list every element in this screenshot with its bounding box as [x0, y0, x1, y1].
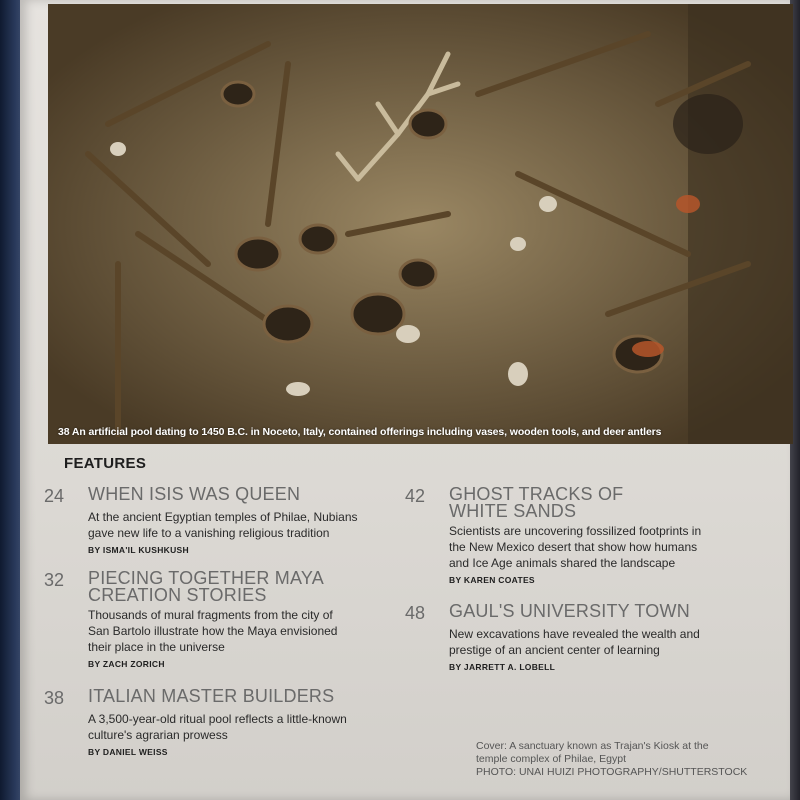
article-page-number: 38 [44, 688, 65, 708]
article-author: BY ZACH ZORICH [88, 659, 165, 669]
excavation-photo [48, 4, 793, 444]
article-title: GHOST TRACKS OF WHITE SANDS [449, 484, 624, 521]
photo-caption: 38 An artificial pool dating to 1450 B.C. in Noceto, Italy, contained offerings including vases, wooden tools, and deer antlers [58, 426, 662, 438]
desk-background-left [0, 0, 22, 800]
excavation-illustration [48, 4, 793, 444]
article-piecing-together-maya[interactable] [44, 570, 394, 669]
article-author: BY KAREN COATES [449, 575, 535, 585]
article-page-number: 42 [405, 486, 426, 506]
magazine-page [20, 0, 790, 800]
article-ghost-tracks-of-white-sands[interactable] [405, 486, 755, 585]
article-description: Thousands of mural fragments from the city of San Bartolo illustrate how the Maya envisioned their place in the universe [88, 608, 338, 654]
article-description: A 3,500-year-old ritual pool reflects a little-known culture's agrarian prowess [88, 712, 347, 742]
cover-credit-block [476, 740, 776, 779]
article-page-number: 24 [44, 486, 65, 506]
photo-credit: PHOTO: UNAI HUIZI PHOTOGRAPHY/SHUTTERSTOCK [476, 766, 748, 778]
cover-text-line: Cover: A sanctuary known as Trajan's Kiosk at the [476, 740, 709, 752]
article-description: At the ancient Egyptian temples of Philae, Nubians gave new life to a vanishing religious tradition [88, 510, 358, 540]
article-italian-master-builders[interactable] [44, 688, 394, 757]
article-author: BY ISMA'IL KUSHKUSH [88, 545, 189, 555]
article-author: BY JARRETT A. LOBELL [449, 662, 556, 672]
article-page-number: 32 [44, 570, 65, 590]
article-title: WHEN ISIS WAS QUEEN [88, 484, 301, 504]
article-title: ITALIAN MASTER BUILDERS [88, 686, 335, 706]
article-title: PIECING TOGETHER MAYA CREATION STORIES [88, 568, 324, 605]
article-author: BY DANIEL WEISS [88, 747, 168, 757]
article-when-isis-was-queen[interactable] [44, 486, 394, 555]
article-description: New excavations have revealed the wealth and prestige of an ancient center of learning [449, 627, 700, 657]
article-title: GAUL'S UNIVERSITY TOWN [449, 601, 690, 621]
article-page-number: 48 [405, 603, 426, 623]
article-gauls-university-town[interactable] [405, 603, 755, 672]
article-description: Scientists are uncovering fossilized footprints in the New Mexico desert that show how humans and Ice Age animals shared the landscape [449, 524, 702, 570]
cover-text-line: temple complex of Philae, Egypt [476, 753, 626, 765]
features-heading: FEATURES [64, 455, 147, 472]
